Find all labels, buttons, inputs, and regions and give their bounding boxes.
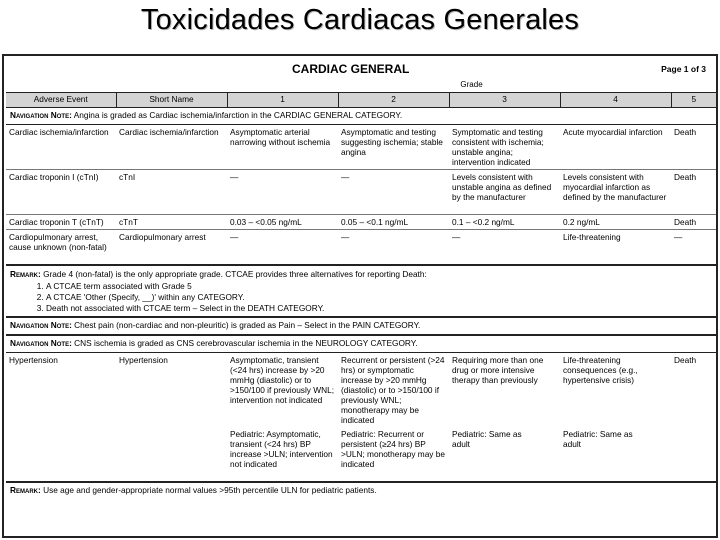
adverse-event-cell: Cardiopulmonary arrest, cause unknown (non-fatal) [6,230,116,266]
navigation-note-angina [6,108,716,125]
page-indicator: Page 1 of 3 [661,64,706,74]
table-row-cardiopulmonary-arrest [6,230,716,266]
ctcae-document-page [2,54,718,538]
short-name-cell: Cardiopulmonary arrest [116,230,227,266]
grade-4-cell: Life-threatening [560,230,671,266]
remark-list [10,281,712,313]
grade-4-cell: 0.2 ng/mL [560,215,671,230]
pediatric-grade-2-cell: Pediatric: Recurrent or persistent (≥24 hrs) BP >ULN; monotherapy may be indicated [341,429,445,469]
document-title: CARDIAC GENERAL [292,62,410,76]
navigation-note-chest-pain [6,317,716,335]
short-name-cell: Hypertension [119,355,168,365]
pediatric-grade-3-cell: Pediatric: Same as adult [452,429,522,449]
col-header-grade-5: 5 [671,93,716,108]
col-header-grade-1: 1 [227,93,338,108]
remark-text: Grade 4 (non-fatal) is the only appropriate grade. CTCAE provides three alternatives for reporting Death: [43,269,427,279]
grade-1-cell: Asymptomatic, transient (<24 hrs) increase by >20 mmHg (diastolic) or to >150/100 if previously WNL; intervention not indicated [230,355,334,405]
slide-title: Toxicidades Cardiacas Generales [140,4,580,36]
grade-2-cell: 0.05 – <0.1 ng/mL [338,215,449,230]
adverse-event-cell: Cardiac ischemia/infarction [6,125,116,170]
nav-note-label: Navigation Note: [10,320,72,330]
col-header-grade-2: 2 [338,93,449,108]
nav-note-text: CNS ischemia is graded as CNS cerebrovascular ischemia in the NEUROLOGY CATEGORY. [74,338,418,348]
grade-4-cell: Acute myocardial infarction [560,125,671,170]
grade-2-cell: Recurrent or persistent (>24 hrs) or symptomatic increase by >20 mmHg (diastolic) or to >150/100 if previously WNL; monotherapy may be indicated [341,355,445,425]
nav-note-text: Chest pain (non-cardiac and non-pleuritic) is graded as Pain – Select in the PAIN CATEGORY. [74,320,421,330]
grade-3-cell: Requiring more than one drug or more intensive therapy than previously [452,355,544,385]
list-item: 2. A CTCAE 'Other (Specify, __)' within any CATEGORY. [46,292,712,302]
short-name-cell: cTnT [116,215,227,230]
remark-pediatric-values [6,482,716,497]
grade-5-cell: — [671,230,716,266]
table-row-troponin-t [6,215,716,230]
pediatric-grade-4-cell: Pediatric: Same as adult [563,429,633,449]
nav-note-text: Angina is graded as Cardiac ischemia/infarction in the CARDIAC GENERAL CATEGORY. [73,110,403,120]
col-header-short-name: Short Name [116,93,227,108]
table-row-troponin-i [6,170,716,215]
table-row-hypertension [6,353,716,428]
adverse-event-cell: Cardiac troponin I (cTnI) [6,170,116,215]
remark-text: Use age and gender-appropriate normal values >95th percentile ULN for pediatric patients. [43,485,377,495]
grade-2-cell: Asymptomatic and testing suggesting ischemia; stable angina [338,125,449,170]
col-header-grade-3: 3 [449,93,560,108]
grade-3-cell: 0.1 – <0.2 ng/mL [449,215,560,230]
nav-note-label: Navigation Note: [10,110,72,120]
pediatric-grade-1-cell: Pediatric: Asymptomatic, transient (<24 hrs) BP increase >ULN; intervention not indicated [230,429,333,469]
grade-3-cell: Levels consistent with unstable angina as defined by the manufacturer [449,170,560,215]
navigation-note-cns-ischemia [6,335,716,353]
remark-label: Remark: [10,485,41,495]
grade-5-cell: Death [671,125,716,170]
adverse-event-cell: Cardiac troponin T (cTnT) [6,215,116,230]
grade-4-cell: Levels consistent with myocardial infarction as defined by the manufacturer [560,170,671,215]
grade-4-cell: Life-threatening consequences (e.g., hypertensive crisis) [563,355,638,385]
list-item: 1. A CTCAE term associated with Grade 5 [46,281,712,291]
grade-1-cell: 0.03 – <0.05 ng/mL [227,215,338,230]
remark-death-alternatives [6,265,716,317]
list-item: 3. Death not associated with CTCAE term – Select in the DEATH CATEGORY. [46,303,712,313]
col-header-adverse-event: Adverse Event [6,93,116,108]
grade-header-row [6,80,716,93]
short-name-cell: Cardiac ischemia/infarction [116,125,227,170]
grade-3-cell: Symptomatic and testing consistent with ischemia; unstable angina; intervention indicated [449,125,560,170]
column-header-row [6,93,716,108]
nav-note-label: Navigation Note: [10,338,72,348]
grade-1-cell: — [227,170,338,215]
grade-5-cell: Death [671,215,716,230]
grade-5-cell: Death [671,170,716,215]
table-row-hypertension-pediatric [6,427,716,482]
short-name-cell: cTnI [116,170,227,215]
adverse-event-cell: Hypertension [9,355,58,365]
grade-2-cell: — [338,230,449,266]
col-header-grade-4: 4 [560,93,671,108]
grade-3-cell: — [449,230,560,266]
remark-label: Remark: [10,269,41,279]
grade-1-cell: — [227,230,338,266]
grade-label: Grade [227,80,716,93]
grade-5-cell: Death [674,355,697,365]
table-row-cardiac-ischemia [6,125,716,170]
grade-1-cell: Asymptomatic arterial narrowing without ischemia [227,125,338,170]
adverse-event-table [6,80,716,497]
grade-2-cell: — [338,170,449,215]
